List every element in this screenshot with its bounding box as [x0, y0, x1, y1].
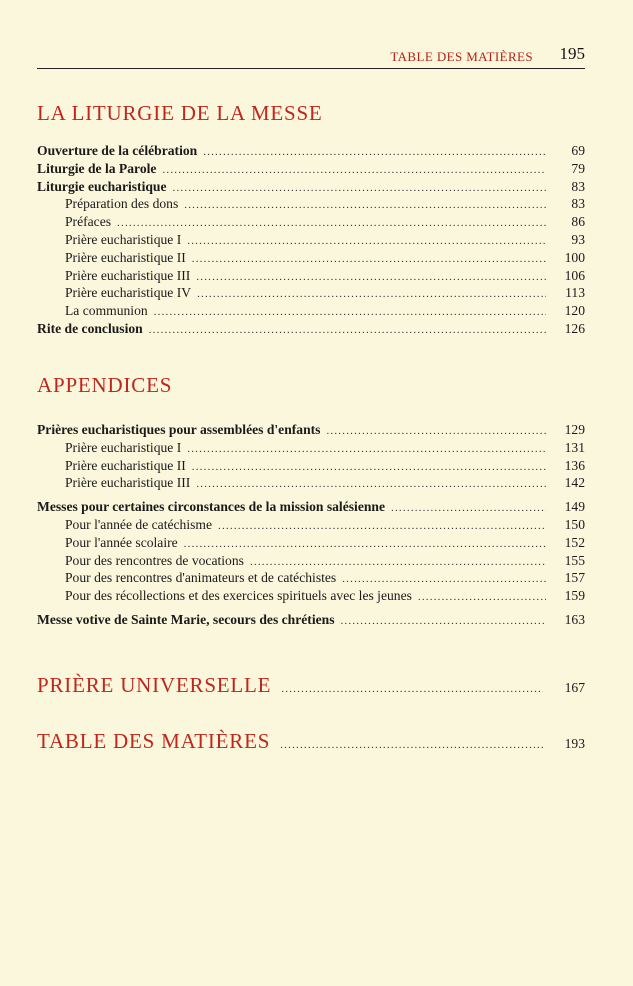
dot-leader: [218, 518, 546, 536]
section-title-appendices: APPENDICES: [37, 373, 173, 397]
toc-entry: [37, 587, 585, 605]
dot-leader: [197, 286, 546, 304]
toc-entry-page: 120: [564, 303, 585, 319]
toc-entry: [37, 474, 585, 492]
toc-entry-label: Prières eucharistiques pour assemblées d'enfants: [37, 422, 321, 437]
toc-entry-page: 106: [564, 267, 585, 283]
toc-entry-label: Messe votive de Sainte Marie, secours des chrétiens: [37, 611, 335, 627]
dot-leader: [281, 683, 543, 695]
toc-entry-label: Ouverture de la célébration: [37, 143, 198, 158]
toc-entry: [37, 284, 585, 302]
toc-entry-label: Prière eucharistique I: [65, 231, 182, 247]
toc-entry-page: 157: [564, 570, 585, 586]
running-header: [37, 44, 585, 69]
toc-entry: [37, 516, 585, 534]
dot-leader: [196, 269, 546, 287]
dot-leader: [196, 476, 546, 494]
toc-entry-label: Rite de conclusion: [37, 320, 143, 336]
toc-entry-label: La communion: [65, 303, 148, 319]
toc-entry: [37, 213, 585, 231]
toc-entry-page: 93: [571, 231, 585, 247]
toc-entry: [37, 320, 585, 338]
toc-entry-page: 167: [564, 680, 585, 695]
toc-entry-page: 113: [565, 285, 585, 301]
toc-entry-table-des-matieres: [37, 729, 585, 754]
dot-leader: [162, 162, 546, 180]
toc-entry: [37, 457, 585, 475]
dot-leader: [203, 144, 546, 162]
toc-entry-label: Pour des récollections et des exercices spirituels avec les jeunes: [65, 588, 412, 604]
toc-entry-page: 79: [571, 160, 585, 176]
toc-entry: [37, 552, 585, 570]
toc-entry-page: 129: [564, 422, 585, 437]
toc-entry-page: 163: [564, 611, 585, 627]
dot-leader: [149, 322, 546, 340]
toc-list-liturgie: [37, 142, 585, 338]
toc-entry: [37, 302, 585, 320]
toc-entry: [37, 231, 585, 249]
toc-entry-label: Préparation des dons: [65, 196, 179, 212]
toc-entry-page: 159: [564, 588, 585, 604]
toc-entry-label: Liturgie de la Parole: [37, 160, 157, 176]
dot-leader: [192, 251, 546, 269]
toc-entry-label: Prière eucharistique III: [65, 267, 191, 283]
dot-leader: [326, 423, 546, 441]
toc-entry-page: 149: [564, 499, 585, 515]
toc-entry-page: 69: [571, 143, 585, 158]
toc-entry: [37, 178, 585, 196]
dot-leader: [280, 739, 543, 751]
toc-entry-label: Pour l'année de catéchisme: [65, 516, 213, 532]
toc-entry-page: 155: [564, 552, 585, 568]
toc-entry-page: 100: [564, 249, 585, 265]
toc-entry-page: 193: [564, 736, 585, 751]
dot-leader: [187, 441, 546, 459]
dot-leader: [391, 500, 546, 518]
running-title: TABLE DES MATIÈRES: [390, 49, 533, 64]
section-title-table-des-matieres: TABLE DES MATIÈRES: [37, 729, 271, 753]
toc-entry-page: 150: [564, 516, 585, 532]
toc-entry: [37, 142, 585, 160]
toc-entry-label: Liturgie eucharistique: [37, 178, 167, 194]
page-number: 195: [559, 44, 585, 63]
toc-entry: [37, 611, 585, 629]
dot-leader: [418, 589, 546, 607]
toc-entry-page: 83: [571, 196, 585, 212]
toc-entry: [37, 160, 585, 178]
toc-entry-label: Prière eucharistique II: [65, 457, 186, 473]
toc-entry-page: 86: [571, 214, 585, 230]
toc-entry-label: Préfaces: [65, 214, 112, 230]
dot-leader: [117, 215, 546, 233]
toc-entry-priere-universelle: [37, 673, 585, 698]
toc-entry-page: 142: [564, 475, 585, 491]
toc-entry-page: 152: [564, 534, 585, 550]
toc-list-appendices: [37, 421, 585, 629]
toc-entry-label: Pour des rencontres d'animateurs et de catéchistes: [65, 570, 337, 586]
toc-entry: [37, 439, 585, 457]
toc-entry-label: Prière eucharistique IV: [65, 285, 192, 301]
dot-leader: [154, 304, 546, 322]
section-title-liturgie: LA LITURGIE DE LA MESSE: [37, 101, 323, 125]
toc-entry-page: 136: [564, 457, 585, 473]
toc-entry-label: Prière eucharistique III: [65, 475, 191, 491]
dot-leader: [184, 197, 546, 215]
toc-entry: [37, 249, 585, 267]
toc-entry: [37, 569, 585, 587]
dot-leader: [340, 613, 546, 631]
section-title-priere-universelle: PRIÈRE UNIVERSELLE: [37, 673, 272, 697]
toc-entry-page: 126: [564, 320, 585, 336]
toc-entry-label: Pour l'année scolaire: [65, 534, 178, 550]
toc-entry: [37, 421, 585, 439]
toc-entry-label: Pour des rencontres de vocations: [65, 552, 244, 568]
toc-entry: [37, 498, 585, 516]
toc-entry-label: Messes pour certaines circonstances de la mission salésienne: [37, 499, 386, 515]
dot-leader: [192, 459, 546, 477]
toc-entry-label: Prière eucharistique II: [65, 249, 186, 265]
toc-entry: [37, 534, 585, 552]
dot-leader: [187, 233, 546, 251]
toc-entry-label: Prière eucharistique I: [65, 439, 182, 455]
toc-entry: [37, 267, 585, 285]
dot-leader: [173, 180, 546, 198]
toc-entry: [37, 195, 585, 213]
toc-entry-page: 83: [571, 178, 585, 194]
toc-entry-page: 131: [564, 439, 585, 455]
